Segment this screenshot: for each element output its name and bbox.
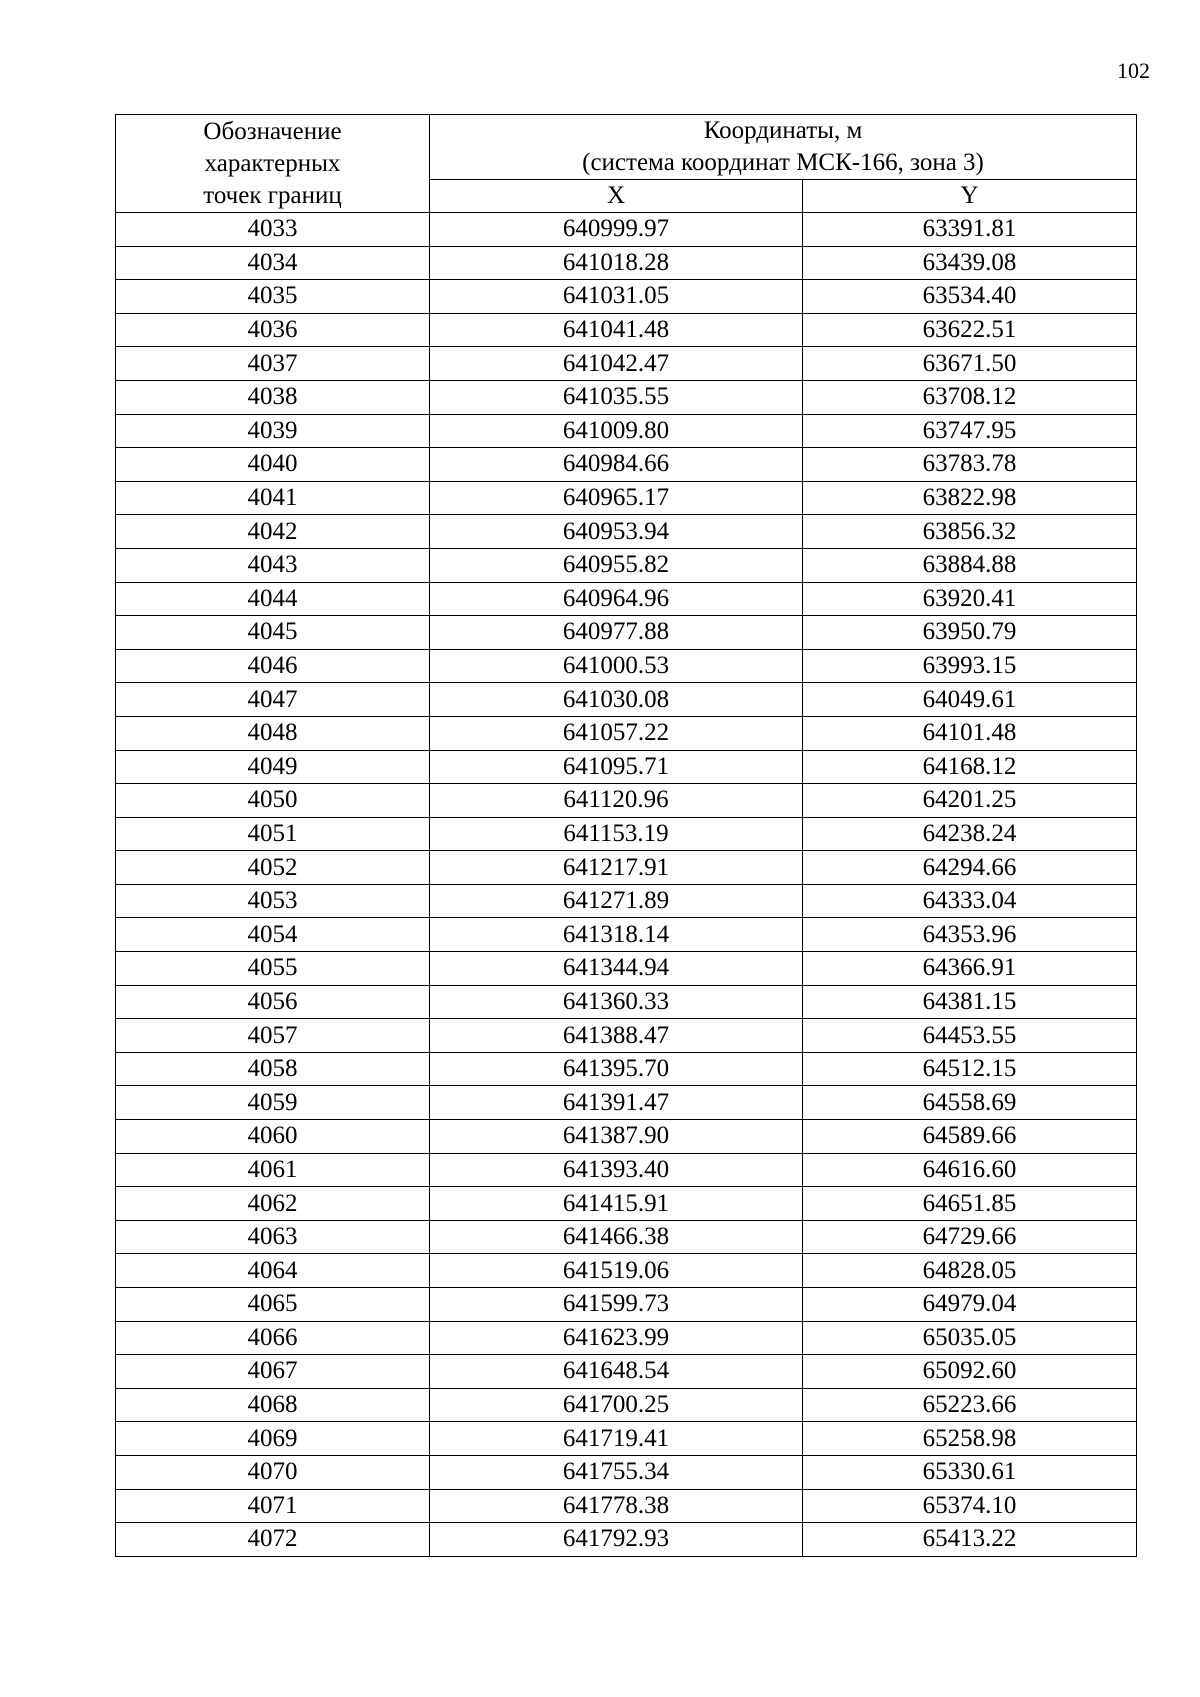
point-id-cell: 4038 bbox=[116, 380, 430, 414]
point-id-cell: 4049 bbox=[116, 750, 430, 784]
table-row bbox=[116, 1153, 1137, 1187]
x-coordinate-cell: 641030.08 bbox=[430, 683, 803, 717]
y-coordinate-cell: 63671.50 bbox=[803, 347, 1137, 381]
table-row bbox=[116, 817, 1137, 851]
point-id-cell: 4040 bbox=[116, 448, 430, 482]
point-id-cell: 4053 bbox=[116, 884, 430, 918]
header-coordinates-label bbox=[430, 115, 1137, 180]
table-row bbox=[116, 1388, 1137, 1422]
header-coordinates-line1: Координаты, м bbox=[703, 117, 863, 144]
point-id-cell: 4055 bbox=[116, 952, 430, 986]
point-id-cell: 4048 bbox=[116, 716, 430, 750]
table-row bbox=[116, 1086, 1137, 1120]
x-coordinate-cell: 641395.70 bbox=[430, 1052, 803, 1086]
x-coordinate-cell: 641700.25 bbox=[430, 1388, 803, 1422]
x-coordinate-cell: 641271.89 bbox=[430, 884, 803, 918]
table-row bbox=[116, 1523, 1137, 1557]
y-coordinate-cell: 63920.41 bbox=[803, 582, 1137, 616]
x-coordinate-cell: 641360.33 bbox=[430, 985, 803, 1019]
point-id-cell: 4056 bbox=[116, 985, 430, 1019]
point-id-cell: 4065 bbox=[116, 1288, 430, 1322]
y-coordinate-cell: 63950.79 bbox=[803, 616, 1137, 650]
point-id-cell: 4063 bbox=[116, 1220, 430, 1254]
point-id-cell: 4045 bbox=[116, 616, 430, 650]
x-coordinate-cell: 641000.53 bbox=[430, 649, 803, 683]
table-row bbox=[116, 582, 1137, 616]
table-row bbox=[116, 380, 1137, 414]
point-id-cell: 4043 bbox=[116, 548, 430, 582]
table-row bbox=[116, 313, 1137, 347]
y-coordinate-cell: 63856.32 bbox=[803, 515, 1137, 549]
y-coordinate-cell: 63993.15 bbox=[803, 649, 1137, 683]
table-header bbox=[116, 115, 1137, 213]
table-row bbox=[116, 1288, 1137, 1322]
y-coordinate-cell: 64616.60 bbox=[803, 1153, 1137, 1187]
x-coordinate-cell: 640984.66 bbox=[430, 448, 803, 482]
point-id-cell: 4033 bbox=[116, 213, 430, 247]
header-point-label bbox=[116, 115, 430, 213]
x-coordinate-cell: 641344.94 bbox=[430, 952, 803, 986]
point-id-cell: 4058 bbox=[116, 1052, 430, 1086]
y-coordinate-cell: 63534.40 bbox=[803, 280, 1137, 314]
point-id-cell: 4070 bbox=[116, 1455, 430, 1489]
point-id-cell: 4034 bbox=[116, 246, 430, 280]
y-coordinate-cell: 64101.48 bbox=[803, 716, 1137, 750]
point-id-cell: 4050 bbox=[116, 784, 430, 818]
table-row bbox=[116, 952, 1137, 986]
table-row bbox=[116, 1052, 1137, 1086]
coordinates-table bbox=[115, 114, 1137, 1557]
x-coordinate-cell: 641217.91 bbox=[430, 851, 803, 885]
x-coordinate-cell: 641792.93 bbox=[430, 1523, 803, 1557]
y-coordinate-cell: 63747.95 bbox=[803, 414, 1137, 448]
point-id-cell: 4072 bbox=[116, 1523, 430, 1557]
table-body bbox=[116, 213, 1137, 1557]
table-row bbox=[116, 851, 1137, 885]
point-id-cell: 4052 bbox=[116, 851, 430, 885]
y-coordinate-cell: 63783.78 bbox=[803, 448, 1137, 482]
x-coordinate-cell: 641018.28 bbox=[430, 246, 803, 280]
point-id-cell: 4067 bbox=[116, 1355, 430, 1389]
point-id-cell: 4066 bbox=[116, 1321, 430, 1355]
point-id-cell: 4057 bbox=[116, 1019, 430, 1053]
x-coordinate-cell: 641648.54 bbox=[430, 1355, 803, 1389]
table-row bbox=[116, 616, 1137, 650]
y-coordinate-cell: 64589.66 bbox=[803, 1120, 1137, 1154]
x-coordinate-cell: 641318.14 bbox=[430, 918, 803, 952]
x-coordinate-cell: 641415.91 bbox=[430, 1187, 803, 1221]
table-row bbox=[116, 1019, 1137, 1053]
y-coordinate-cell: 63884.88 bbox=[803, 548, 1137, 582]
x-coordinate-cell: 641387.90 bbox=[430, 1120, 803, 1154]
header-point-label-line3: точек границ bbox=[203, 181, 342, 209]
page-number: 102 bbox=[1117, 58, 1150, 83]
y-coordinate-cell: 64333.04 bbox=[803, 884, 1137, 918]
point-id-cell: 4060 bbox=[116, 1120, 430, 1154]
y-coordinate-cell: 65374.10 bbox=[803, 1489, 1137, 1523]
y-coordinate-cell: 63708.12 bbox=[803, 380, 1137, 414]
y-coordinate-cell: 64651.85 bbox=[803, 1187, 1137, 1221]
point-id-cell: 4062 bbox=[116, 1187, 430, 1221]
point-id-cell: 4046 bbox=[116, 649, 430, 683]
x-coordinate-cell: 641031.05 bbox=[430, 280, 803, 314]
table-row bbox=[116, 1187, 1137, 1221]
table-row bbox=[116, 985, 1137, 1019]
point-id-cell: 4041 bbox=[116, 481, 430, 515]
header-x: X bbox=[430, 180, 803, 213]
table-row bbox=[116, 649, 1137, 683]
table-row bbox=[116, 246, 1137, 280]
table-row bbox=[116, 213, 1137, 247]
table-row bbox=[116, 1321, 1137, 1355]
point-id-cell: 4054 bbox=[116, 918, 430, 952]
x-coordinate-cell: 641153.19 bbox=[430, 817, 803, 851]
y-coordinate-cell: 64366.91 bbox=[803, 952, 1137, 986]
point-id-cell: 4036 bbox=[116, 313, 430, 347]
header-point-label-line1: Обозначение bbox=[203, 117, 342, 145]
header-point-label-line2: характерных bbox=[204, 149, 341, 177]
y-coordinate-cell: 64201.25 bbox=[803, 784, 1137, 818]
y-coordinate-cell: 64729.66 bbox=[803, 1220, 1137, 1254]
table-row bbox=[116, 280, 1137, 314]
x-coordinate-cell: 641035.55 bbox=[430, 380, 803, 414]
y-coordinate-cell: 64979.04 bbox=[803, 1288, 1137, 1322]
y-coordinate-cell: 64238.24 bbox=[803, 817, 1137, 851]
x-coordinate-cell: 641095.71 bbox=[430, 750, 803, 784]
y-coordinate-cell: 65330.61 bbox=[803, 1455, 1137, 1489]
y-coordinate-cell: 63391.81 bbox=[803, 213, 1137, 247]
table-row bbox=[116, 1120, 1137, 1154]
table-row bbox=[116, 918, 1137, 952]
table-row bbox=[116, 884, 1137, 918]
x-coordinate-cell: 641719.41 bbox=[430, 1422, 803, 1456]
point-id-cell: 4059 bbox=[116, 1086, 430, 1120]
x-coordinate-cell: 641778.38 bbox=[430, 1489, 803, 1523]
x-coordinate-cell: 641041.48 bbox=[430, 313, 803, 347]
point-id-cell: 4068 bbox=[116, 1388, 430, 1422]
y-coordinate-cell: 64828.05 bbox=[803, 1254, 1137, 1288]
x-coordinate-cell: 640953.94 bbox=[430, 515, 803, 549]
table-row bbox=[116, 1355, 1137, 1389]
point-id-cell: 4071 bbox=[116, 1489, 430, 1523]
x-coordinate-cell: 640977.88 bbox=[430, 616, 803, 650]
table-row bbox=[116, 1220, 1137, 1254]
y-coordinate-cell: 65413.22 bbox=[803, 1523, 1137, 1557]
point-id-cell: 4044 bbox=[116, 582, 430, 616]
y-coordinate-cell: 65258.98 bbox=[803, 1422, 1137, 1456]
x-coordinate-cell: 641623.99 bbox=[430, 1321, 803, 1355]
table-row bbox=[116, 1422, 1137, 1456]
point-id-cell: 4061 bbox=[116, 1153, 430, 1187]
table-row bbox=[116, 515, 1137, 549]
point-id-cell: 4037 bbox=[116, 347, 430, 381]
header-y: Y bbox=[803, 180, 1137, 213]
table-row bbox=[116, 481, 1137, 515]
x-coordinate-cell: 641466.38 bbox=[430, 1220, 803, 1254]
x-coordinate-cell: 641755.34 bbox=[430, 1455, 803, 1489]
table-row bbox=[116, 750, 1137, 784]
x-coordinate-cell: 640965.17 bbox=[430, 481, 803, 515]
table-row bbox=[116, 683, 1137, 717]
y-coordinate-cell: 64453.55 bbox=[803, 1019, 1137, 1053]
table-row bbox=[116, 1455, 1137, 1489]
x-coordinate-cell: 641120.96 bbox=[430, 784, 803, 818]
point-id-cell: 4035 bbox=[116, 280, 430, 314]
table-row bbox=[116, 347, 1137, 381]
y-coordinate-cell: 64294.66 bbox=[803, 851, 1137, 885]
y-coordinate-cell: 64381.15 bbox=[803, 985, 1137, 1019]
y-coordinate-cell: 64558.69 bbox=[803, 1086, 1137, 1120]
x-coordinate-cell: 640964.96 bbox=[430, 582, 803, 616]
y-coordinate-cell: 64512.15 bbox=[803, 1052, 1137, 1086]
y-coordinate-cell: 63622.51 bbox=[803, 313, 1137, 347]
x-coordinate-cell: 641042.47 bbox=[430, 347, 803, 381]
y-coordinate-cell: 65035.05 bbox=[803, 1321, 1137, 1355]
point-id-cell: 4069 bbox=[116, 1422, 430, 1456]
y-coordinate-cell: 63822.98 bbox=[803, 481, 1137, 515]
x-coordinate-cell: 641393.40 bbox=[430, 1153, 803, 1187]
point-id-cell: 4047 bbox=[116, 683, 430, 717]
table-row bbox=[116, 784, 1137, 818]
y-coordinate-cell: 63439.08 bbox=[803, 246, 1137, 280]
y-coordinate-cell: 65223.66 bbox=[803, 1388, 1137, 1422]
table-row bbox=[116, 1489, 1137, 1523]
y-coordinate-cell: 64168.12 bbox=[803, 750, 1137, 784]
y-coordinate-cell: 64049.61 bbox=[803, 683, 1137, 717]
x-coordinate-cell: 641599.73 bbox=[430, 1288, 803, 1322]
header-coordinates-line2: (система координат МСК-166, зона 3) bbox=[582, 149, 984, 176]
table-row bbox=[116, 716, 1137, 750]
x-coordinate-cell: 641388.47 bbox=[430, 1019, 803, 1053]
table-row bbox=[116, 1254, 1137, 1288]
table-row bbox=[116, 448, 1137, 482]
x-coordinate-cell: 641009.80 bbox=[430, 414, 803, 448]
x-coordinate-cell: 641057.22 bbox=[430, 716, 803, 750]
y-coordinate-cell: 64353.96 bbox=[803, 918, 1137, 952]
x-coordinate-cell: 641519.06 bbox=[430, 1254, 803, 1288]
point-id-cell: 4039 bbox=[116, 414, 430, 448]
table-row bbox=[116, 414, 1137, 448]
point-id-cell: 4051 bbox=[116, 817, 430, 851]
x-coordinate-cell: 641391.47 bbox=[430, 1086, 803, 1120]
point-id-cell: 4042 bbox=[116, 515, 430, 549]
table-row bbox=[116, 548, 1137, 582]
y-coordinate-cell: 65092.60 bbox=[803, 1355, 1137, 1389]
x-coordinate-cell: 640999.97 bbox=[430, 213, 803, 247]
point-id-cell: 4064 bbox=[116, 1254, 430, 1288]
x-coordinate-cell: 640955.82 bbox=[430, 548, 803, 582]
